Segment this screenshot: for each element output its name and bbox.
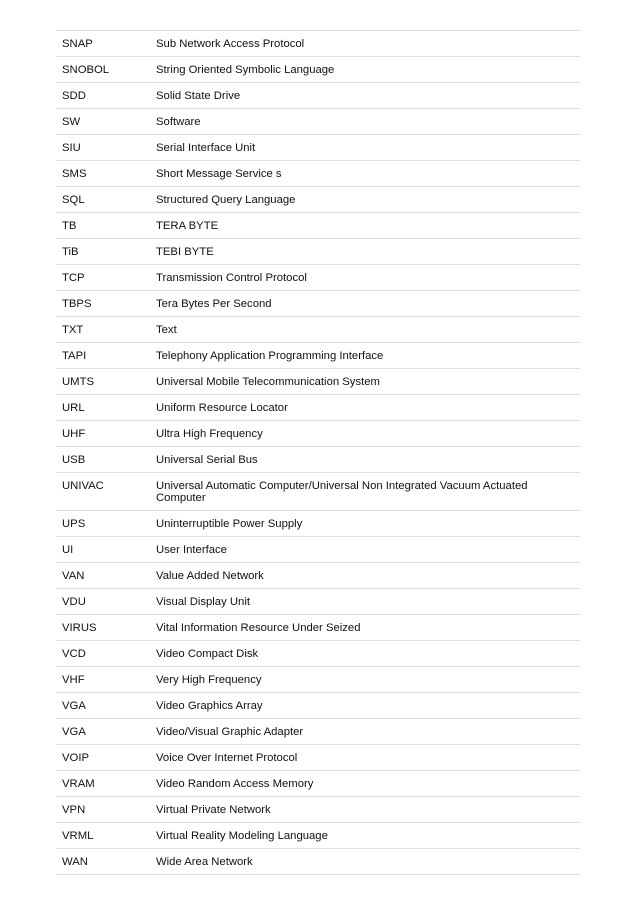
meaning-cell: Sub Network Access Protocol [150,31,580,57]
table-row [56,771,580,797]
meaning-cell: String Oriented Symbolic Language [150,57,580,83]
meaning-cell: Vital Information Resource Under Seized [150,615,580,641]
abbreviation-cell: TAPI [56,343,150,369]
meaning-cell: Structured Query Language [150,187,580,213]
meaning-cell: Video/Visual Graphic Adapter [150,719,580,745]
abbreviation-cell: VCD [56,641,150,667]
meaning-cell: Universal Serial Bus [150,447,580,473]
table-row [56,693,580,719]
table-row [56,395,580,421]
meaning-cell: Virtual Private Network [150,797,580,823]
table-row [56,187,580,213]
meaning-cell: Universal Mobile Telecommunication System [150,369,580,395]
table-row [56,797,580,823]
meaning-cell: Visual Display Unit [150,589,580,615]
abbreviation-cell: UPS [56,511,150,537]
meaning-cell: Telephony Application Programming Interface [150,343,580,369]
meaning-cell: Text [150,317,580,343]
meaning-cell: TERA BYTE [150,213,580,239]
abbreviation-cell: UHF [56,421,150,447]
meaning-cell: Serial Interface Unit [150,135,580,161]
meaning-cell: Video Random Access Memory [150,771,580,797]
abbreviation-cell: SIU [56,135,150,161]
abbreviation-cell: UMTS [56,369,150,395]
table-row [56,849,580,875]
abbreviation-cell: USB [56,447,150,473]
abbreviation-cell: TB [56,213,150,239]
meaning-cell: Transmission Control Protocol [150,265,580,291]
abbreviation-cell: VRML [56,823,150,849]
table-row [56,135,580,161]
meaning-cell: Universal Automatic Computer/Universal Non Integrated Vacuum Actuated Computer [150,473,580,511]
abbreviation-cell: URL [56,395,150,421]
abbreviation-cell: VIRUS [56,615,150,641]
table-row [56,589,580,615]
table-row [56,537,580,563]
abbreviation-cell: VDU [56,589,150,615]
abbreviation-cell: TCP [56,265,150,291]
table-row [56,447,580,473]
abbreviation-cell: SW [56,109,150,135]
abbreviation-cell: VHF [56,667,150,693]
meaning-cell: Uniform Resource Locator [150,395,580,421]
table-row [56,823,580,849]
table-row [56,57,580,83]
meaning-cell: Ultra High Frequency [150,421,580,447]
abbreviation-cell: UNIVAC [56,473,150,511]
table-row [56,421,580,447]
table-row [56,641,580,667]
table-row [56,83,580,109]
abbreviation-cell: UI [56,537,150,563]
abbreviation-cell: SNOBOL [56,57,150,83]
table-row [56,265,580,291]
meaning-cell: User Interface [150,537,580,563]
abbreviation-cell: SMS [56,161,150,187]
meaning-cell: Uninterruptible Power Supply [150,511,580,537]
abbreviation-cell: SNAP [56,31,150,57]
meaning-cell: Wide Area Network [150,849,580,875]
table-row [56,473,580,511]
table-row [56,745,580,771]
abbreviation-cell: TXT [56,317,150,343]
abbreviation-cell: VGA [56,693,150,719]
abbreviation-cell: TiB [56,239,150,265]
meaning-cell: Software [150,109,580,135]
meaning-cell: Value Added Network [150,563,580,589]
abbreviation-cell: TBPS [56,291,150,317]
meaning-cell: Very High Frequency [150,667,580,693]
meaning-cell: Short Message Service s [150,161,580,187]
abbreviation-cell: VPN [56,797,150,823]
table-row [56,213,580,239]
abbreviation-table [56,30,580,875]
abbreviation-cell: VAN [56,563,150,589]
abbreviation-cell: VGA [56,719,150,745]
table-row [56,615,580,641]
meaning-cell: Tera Bytes Per Second [150,291,580,317]
table-row [56,343,580,369]
table-row [56,511,580,537]
table-row [56,31,580,57]
table-row [56,369,580,395]
meaning-cell: Video Graphics Array [150,693,580,719]
meaning-cell: Virtual Reality Modeling Language [150,823,580,849]
abbreviation-cell: WAN [56,849,150,875]
table-row [56,667,580,693]
abbreviation-cell: SQL [56,187,150,213]
table-row [56,317,580,343]
meaning-cell: Solid State Drive [150,83,580,109]
table-row [56,719,580,745]
table-row [56,109,580,135]
table-row [56,239,580,265]
table-row [56,291,580,317]
table-row [56,563,580,589]
abbreviation-cell: VRAM [56,771,150,797]
abbreviation-cell: VOIP [56,745,150,771]
abbreviation-cell: SDD [56,83,150,109]
meaning-cell: Voice Over Internet Protocol [150,745,580,771]
meaning-cell: Video Compact Disk [150,641,580,667]
table-row [56,161,580,187]
meaning-cell: TEBI BYTE [150,239,580,265]
abbreviation-table-body [56,31,580,875]
